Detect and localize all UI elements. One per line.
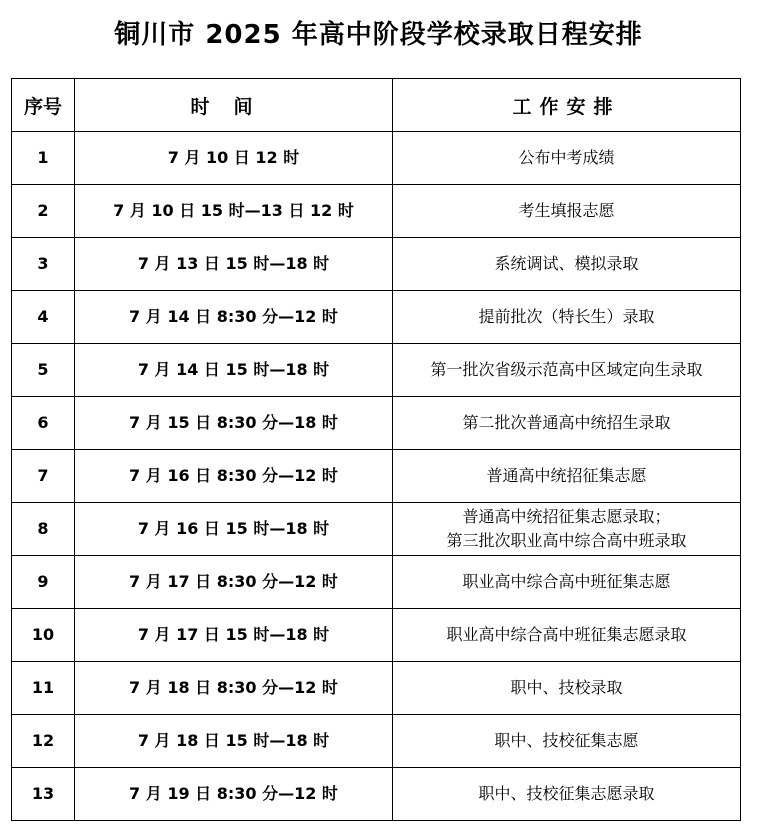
row-time: 7 月 14 日 15 时—18 时 <box>75 344 393 397</box>
row-time: 7 月 17 日 8:30 分—12 时 <box>75 556 393 609</box>
row-index: 12 <box>12 715 75 768</box>
task-line: 职中、技校征集志愿录取 <box>478 784 655 803</box>
row-time: 7 月 13 日 15 时—18 时 <box>75 238 393 291</box>
row-task <box>393 291 741 344</box>
row-index: 13 <box>12 768 75 821</box>
task-line: 第二批次普通高中统招生录取 <box>462 413 671 432</box>
row-task <box>393 609 741 662</box>
task-line: 职中、技校征集志愿 <box>494 731 639 750</box>
row-time: 7 月 16 日 8:30 分—12 时 <box>75 450 393 503</box>
row-task <box>393 450 741 503</box>
table-row <box>12 609 741 662</box>
table-header-row <box>12 79 741 132</box>
task-line: 职业高中综合高中班征集志愿录取 <box>446 625 687 644</box>
task-line: 职业高中综合高中班征集志愿 <box>462 572 671 591</box>
task-line: 考生填报志愿 <box>518 201 615 220</box>
task-line: 系统调试、模拟录取 <box>494 254 639 273</box>
row-time: 7 月 19 日 8:30 分—12 时 <box>75 768 393 821</box>
table-row <box>12 662 741 715</box>
row-time: 7 月 10 日 12 时 <box>75 132 393 185</box>
table-row <box>12 344 741 397</box>
row-index: 1 <box>12 132 75 185</box>
row-task <box>393 715 741 768</box>
row-index: 11 <box>12 662 75 715</box>
row-index: 10 <box>12 609 75 662</box>
row-task <box>393 768 741 821</box>
row-index: 3 <box>12 238 75 291</box>
table-row <box>12 185 741 238</box>
row-index: 8 <box>12 503 75 556</box>
row-time: 7 月 16 日 15 时—18 时 <box>75 503 393 556</box>
table-row <box>12 556 741 609</box>
row-task <box>393 397 741 450</box>
row-index: 7 <box>12 450 75 503</box>
row-task <box>393 503 741 556</box>
table-row <box>12 715 741 768</box>
row-task <box>393 556 741 609</box>
row-time: 7 月 18 日 15 时—18 时 <box>75 715 393 768</box>
row-task <box>393 185 741 238</box>
table-row <box>12 768 741 821</box>
schedule-table <box>11 78 741 821</box>
task-line: 职中、技校录取 <box>510 678 623 697</box>
task-line: 普通高中统招征集志愿录取； <box>462 507 671 526</box>
table-row <box>12 132 741 185</box>
task-line: 第三批次职业高中综合高中班录取 <box>446 531 687 550</box>
row-task <box>393 238 741 291</box>
task-line: 公布中考成绩 <box>518 148 615 167</box>
table-row <box>12 450 741 503</box>
row-index: 9 <box>12 556 75 609</box>
row-time: 7 月 14 日 8:30 分—12 时 <box>75 291 393 344</box>
row-time: 7 月 18 日 8:30 分—12 时 <box>75 662 393 715</box>
header-work: 工作安排 <box>393 79 741 132</box>
row-index: 6 <box>12 397 75 450</box>
document-title: 铜川市 2025 年高中阶段学校录取日程安排 <box>114 20 643 50</box>
table-row <box>12 238 741 291</box>
task-line: 提前批次（特长生）录取 <box>478 307 655 326</box>
row-time: 7 月 10 日 15 时—13 日 12 时 <box>75 185 393 238</box>
task-line: 第一批次省级示范高中区域定向生录取 <box>430 360 703 379</box>
row-time: 7 月 15 日 8:30 分—18 时 <box>75 397 393 450</box>
header-index: 序号 <box>12 79 75 132</box>
row-task <box>393 132 741 185</box>
task-line: 普通高中统招征集志愿 <box>486 466 647 485</box>
table-row <box>12 291 741 344</box>
row-task <box>393 344 741 397</box>
row-index: 4 <box>12 291 75 344</box>
row-index: 5 <box>12 344 75 397</box>
row-task <box>393 662 741 715</box>
table-row <box>12 503 741 556</box>
header-time: 时间 <box>75 79 393 132</box>
row-time: 7 月 17 日 15 时—18 时 <box>75 609 393 662</box>
row-index: 2 <box>12 185 75 238</box>
table-row <box>12 397 741 450</box>
